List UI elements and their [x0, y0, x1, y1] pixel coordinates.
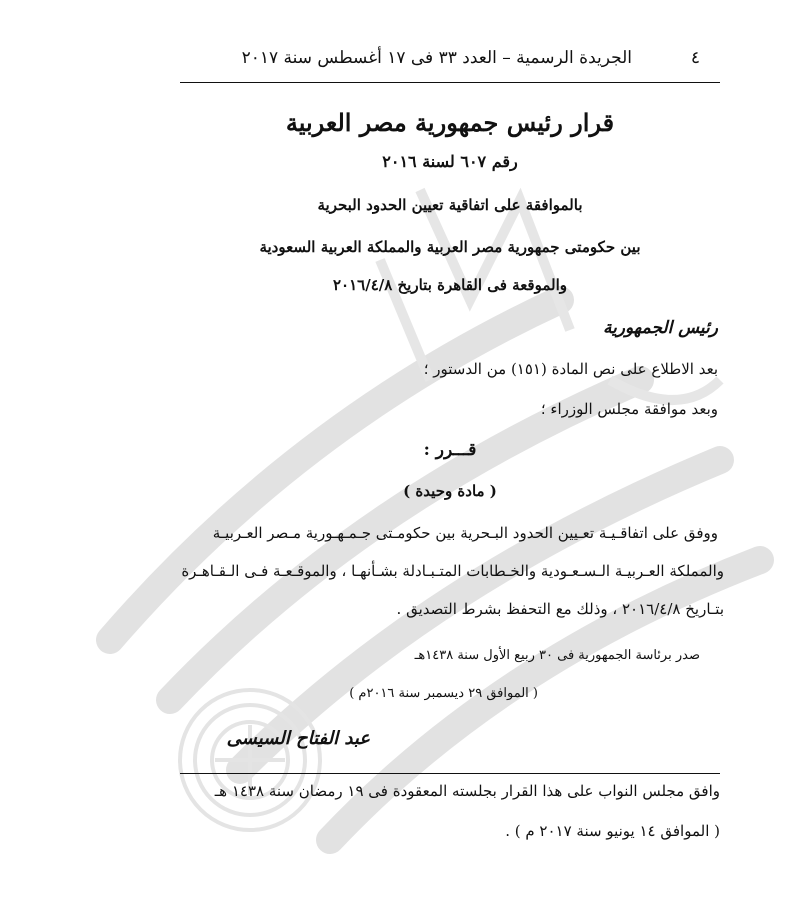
decided-heading: قـــرر : — [423, 440, 477, 460]
parliament-approval-line: وافق مجلس النواب على هذا القرار بجلسته المعقودة فى ١٩ رمضان سنة ١٤٣٨ هـ — [214, 782, 720, 800]
issued-date-hijri: صدر برئاسة الجمهورية فى ٣٠ ربيع الأول سنة ١٤٣٨هـ — [414, 648, 700, 663]
president-signature: عبد الفتاح السيسى — [226, 728, 370, 749]
decree-subject-line-3: والموقعة فى القاهرة بتاريخ ٢٠١٦/٤/٨ — [332, 276, 568, 294]
decree-subject-line-1: بالموافقة على اتفاقية تعيين الحدود البحرية — [317, 196, 583, 214]
footer-divider — [180, 773, 720, 774]
running-header — [180, 44, 720, 70]
decree-subject-line-2: بين حكومتى جمهورية مصر العربية والمملكة العربية السعودية — [259, 238, 641, 256]
decree-title: قرار رئيس جمهورية مصر العربية — [285, 108, 615, 137]
header-divider — [180, 82, 720, 83]
header-title: الجريدة الرسمية – العدد ٣٣ فى ١٧ أغسطس سنة ٢٠١٧ — [241, 48, 632, 68]
article-heading: ( مادة وحيدة ) — [403, 482, 497, 500]
page-number: ٤ — [690, 48, 700, 68]
president-heading: رئيس الجمهورية — [602, 318, 718, 338]
article-body-line: والمملكة العـربيـة الـسـعـودية والخـطابات المتـبـادلة بشـأنهـا ، والموقـعـة فـى الـقـاهـرة — [181, 562, 724, 580]
issued-date-gregorian: ( الموافق ٢٩ ديسمبر سنة ٢٠١٦م ) — [349, 686, 538, 701]
preamble-line: بعد الاطلاع على نص المادة (١٥١) من الدستور ؛ — [423, 360, 718, 378]
preamble-line: وبعد موافقة مجلس الوزراء ؛ — [540, 400, 718, 418]
article-body-line: بتـاريخ ٢٠١٦/٤/٨ ، وذلك مع التحفظ بشرط التصديق . — [396, 600, 724, 618]
article-body-line: ووفق على اتفاقـيـة تعـيين الحدود البـحرية بين حكومـتى جـمـهـورية مـصر العـربيـة — [212, 524, 718, 542]
parliament-approval-date: ( الموافق ١٤ يونيو سنة ٢٠١٧ م ) . — [505, 822, 720, 840]
decree-number: رقم ٦٠٧ لسنة ٢٠١٦ — [382, 152, 518, 171]
